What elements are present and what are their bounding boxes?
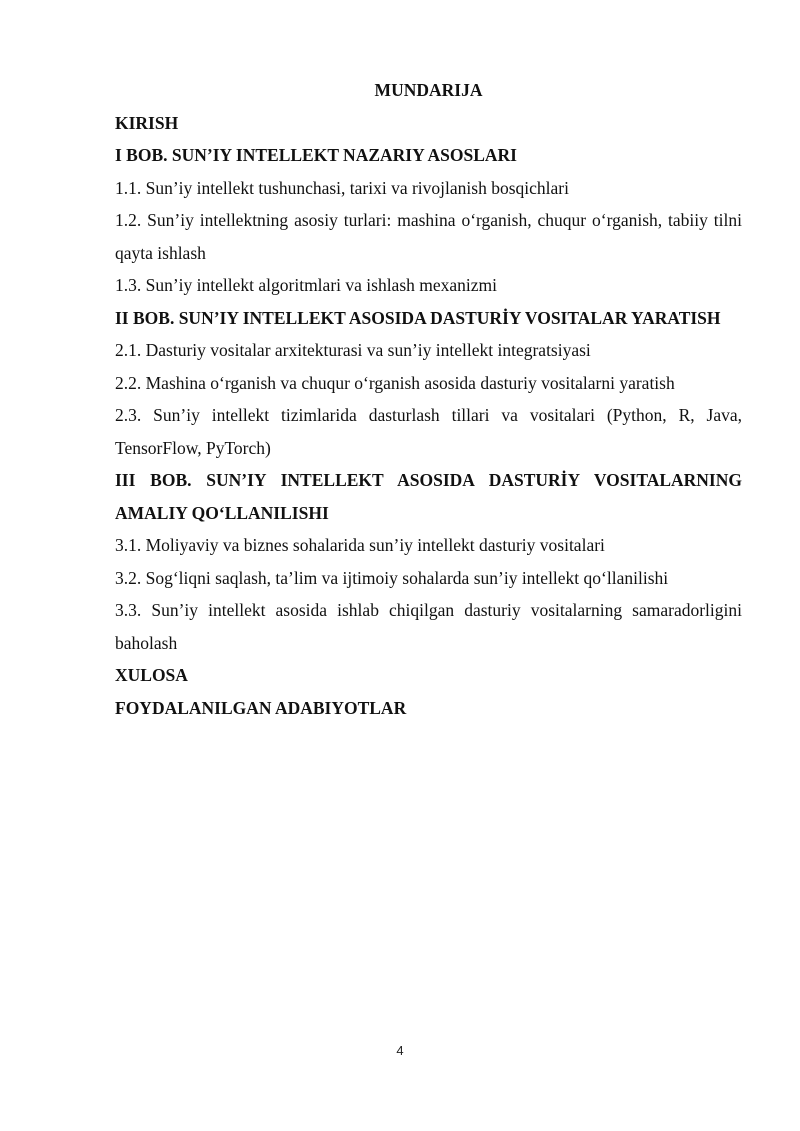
toc-section-2-1: 2.1. Dasturiy vositalar arxitekturasi va sun’iy intellekt integratsiyasi [115, 340, 591, 360]
toc-chapter-2: II BOB. SUN’IY INTELLEKT ASOSIDA DASTURİY VOSITALAR YARATISH [115, 307, 721, 328]
toc-chapter-3: III BOB. SUN’IY INTELLEKT ASOSIDA DASTURİY VOSITALARNING AMALIY QO‘LLANILISHI [115, 470, 742, 523]
toc-section-3-1: 3.1. Moliyaviy va biznes sohalarida sun’iy intellekt dasturiy vositalari [115, 535, 605, 555]
toc-title: MUNDARIJA [374, 80, 483, 100]
toc-chapter-1: I BOB. SUN’IY INTELLEKT NAZARIY ASOSLARI [115, 145, 517, 165]
toc-section-3-2: 3.2. Sog‘liqni saqlash, ta’lim va ijtimoiy sohalarda sun’iy intellekt qo‘llanilishi [115, 567, 669, 588]
toc-section-3-3: 3.3. Sun’iy intellekt asosida ishlab chiqilgan dasturiy vositalarning samaradorligini baholash [115, 600, 742, 653]
toc-section-1-3: 1.3. Sun’iy intellekt algoritmlari va ishlash mexanizmi [115, 275, 498, 295]
toc-section-1-1: 1.1. Sun’iy intellekt tushunchasi, tarixi va rivojlanish bosqichlari [115, 177, 569, 198]
toc-entry-intro: KIRISH [115, 112, 179, 133]
toc-section-2-2: 2.2. Mashina o‘rganish va chuqur o‘rganish asosida dasturiy vositalarni yaratish [115, 372, 675, 393]
toc-section-2-3: 2.3. Sun’iy intellekt tizimlarida dasturlash tillari va vositalari (Python, R, Java, TensorFlow, PyTorch) [115, 405, 742, 458]
toc-entry-conclusion: XULOSA [115, 665, 188, 685]
table-of-contents [115, 74, 742, 724]
toc-section-1-2: 1.2. Sun’iy intellektning asosiy turlari: mashina o‘rganish, chuqur o‘rganish, tabiiy tilni qayta ishlash [115, 210, 742, 263]
toc-entry-references: FOYDALANILGAN ADABIYOTLAR [115, 697, 407, 718]
page-number: 4 [396, 1043, 404, 1058]
